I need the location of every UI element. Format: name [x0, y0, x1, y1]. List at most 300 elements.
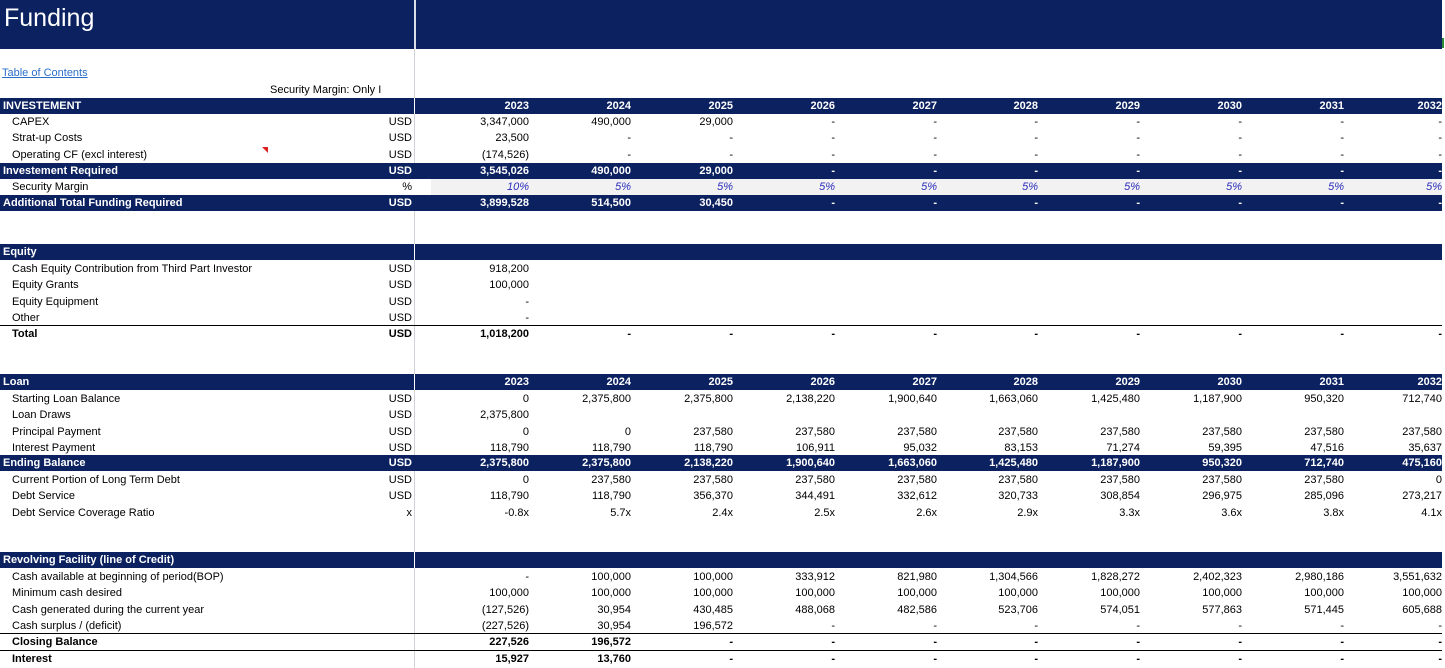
cell-2030[interactable]: 2,402,323 — [1193, 571, 1242, 583]
row-label[interactable]: Minimum cash desired — [12, 587, 123, 600]
row-unit[interactable]: USD — [388, 132, 412, 145]
year-header-2027: 2027 — [912, 376, 937, 388]
cell-2025[interactable]: 2.4x — [712, 506, 733, 519]
row-unit[interactable]: % — [386, 179, 412, 195]
cell-2030[interactable]: 59,395 — [1208, 441, 1242, 454]
cell-2024[interactable]: 490,000 — [591, 165, 631, 177]
row-label[interactable]: Equity Equipment — [12, 295, 99, 308]
cell-2027[interactable]: - — [933, 132, 937, 145]
cell-2028[interactable]: 100,000 — [998, 587, 1038, 600]
row-label[interactable]: Interest — [12, 653, 52, 665]
cell-2028[interactable]: - — [1034, 116, 1038, 128]
cell-2023[interactable]: 3,347,000 — [480, 116, 529, 128]
row-unit[interactable]: USD — [388, 490, 412, 503]
cell-2027[interactable]: - — [933, 148, 937, 161]
year-header-2032: 2032 — [1417, 100, 1442, 112]
cell-2032[interactable]: - — [1438, 636, 1442, 648]
cell-2027[interactable]: 237,580 — [897, 425, 937, 438]
cell-2025[interactable]: 29,000 — [699, 116, 733, 128]
title-bar — [0, 0, 1442, 49]
cell-2023[interactable]: - — [525, 571, 529, 583]
row-unit[interactable]: x — [406, 506, 412, 519]
cell-2028[interactable]: - — [1034, 148, 1038, 161]
cell-2025[interactable]: 237,580 — [693, 425, 733, 438]
cell-2026[interactable]: - — [831, 116, 835, 128]
year-header-2028: 2028 — [1013, 376, 1038, 388]
cell-2025[interactable]: 430,485 — [693, 603, 733, 616]
cell-2031[interactable]: - — [1340, 636, 1344, 648]
cell-2025[interactable]: 29,000 — [699, 165, 733, 177]
cell-2023[interactable]: 23,500 — [495, 132, 529, 145]
row-label[interactable]: Cash generated during the current year — [12, 603, 205, 616]
revolver-row — [0, 569, 1442, 585]
cell-2024[interactable]: - — [627, 328, 631, 340]
row-label[interactable]: Equity — [3, 246, 37, 258]
row-unit[interactable]: USD — [388, 148, 412, 161]
cell-2023[interactable]: - — [525, 295, 529, 308]
cell-2026[interactable]: - — [831, 132, 835, 145]
security-margin-row — [0, 179, 1442, 195]
row-unit[interactable]: USD — [388, 441, 412, 454]
cell-2031[interactable]: - — [1340, 148, 1344, 161]
cell-2025[interactable]: - — [729, 328, 733, 340]
cell-2025[interactable]: 196,572 — [693, 619, 733, 632]
cell-2028[interactable]: - — [1034, 165, 1038, 177]
cell-2026[interactable]: - — [831, 197, 835, 209]
cell-2027[interactable]: 237,580 — [897, 474, 937, 486]
cell-2032[interactable]: 5% — [1426, 181, 1442, 193]
row-unit[interactable]: USD — [388, 311, 412, 324]
year-header-2031: 2031 — [1319, 100, 1344, 112]
cell-2028[interactable]: - — [1034, 653, 1038, 665]
cell-2031[interactable]: - — [1340, 197, 1344, 209]
cell-2025[interactable]: 100,000 — [693, 571, 733, 583]
total-funding-row — [0, 195, 1442, 211]
cell-2029[interactable]: 574,051 — [1100, 603, 1140, 616]
row-unit[interactable]: USD — [388, 328, 412, 340]
cell-2029[interactable]: 100,000 — [1100, 587, 1140, 600]
cell-2023[interactable]: 118,790 — [490, 490, 529, 503]
investment-row — [0, 130, 1442, 146]
cell-2023[interactable]: 100,000 — [489, 279, 529, 292]
cell-2032[interactable]: 100,000 — [1402, 587, 1442, 600]
cell-2023[interactable]: 2,375,800 — [480, 457, 529, 469]
equity-row — [0, 310, 1442, 326]
row-label[interactable]: Cash Equity Contribution from Third Part Investor — [12, 263, 253, 275]
loan-header — [0, 374, 1442, 390]
cell-2032[interactable]: - — [1438, 653, 1442, 665]
year-header-2029: 2029 — [1115, 100, 1140, 112]
header-divider — [414, 98, 415, 114]
cell-2027[interactable]: - — [933, 653, 937, 665]
cell-2028[interactable]: 83,153 — [1004, 441, 1038, 454]
cell-2027[interactable]: - — [933, 197, 937, 209]
cell-2032[interactable]: - — [1438, 148, 1442, 161]
cell-2032[interactable]: - — [1438, 116, 1442, 128]
cell-2029[interactable]: 237,580 — [1100, 474, 1140, 486]
cell-2031[interactable]: 712,740 — [1304, 457, 1344, 469]
cell-2030[interactable]: 5% — [1226, 181, 1242, 193]
cell-2028[interactable]: - — [1034, 636, 1038, 648]
investment-row — [0, 114, 1442, 130]
loan-after-row — [0, 505, 1442, 521]
equity-row — [0, 277, 1442, 293]
cell-2032[interactable]: 0 — [1435, 474, 1442, 486]
cell-2026[interactable]: - — [831, 636, 835, 648]
row-label[interactable]: INVESTEMENT — [3, 100, 82, 112]
row-label[interactable]: Starting Loan Balance — [12, 393, 121, 405]
cell-2027[interactable]: 482,586 — [897, 603, 937, 616]
year-header-2030: 2030 — [1217, 100, 1242, 112]
cell-2024[interactable]: 196,572 — [591, 636, 631, 648]
row-unit[interactable]: USD — [388, 457, 412, 469]
cell-2028[interactable]: 1,663,060 — [989, 393, 1038, 405]
year-header-2026: 2026 — [810, 376, 835, 388]
row-label[interactable]: Loan — [3, 376, 30, 388]
cell-2032[interactable]: - — [1438, 197, 1442, 209]
cell-2030[interactable]: 100,000 — [1202, 587, 1242, 600]
cell-2029[interactable]: 308,854 — [1100, 490, 1140, 503]
cell-2031[interactable]: - — [1340, 132, 1344, 145]
cell-2024[interactable]: - — [627, 148, 631, 161]
cell-2026[interactable]: - — [831, 653, 835, 665]
cell-2027[interactable]: - — [933, 636, 937, 648]
cell-2027[interactable]: 1,663,060 — [888, 457, 937, 469]
row-unit[interactable]: USD — [388, 279, 412, 292]
cell-2027[interactable]: - — [933, 328, 937, 340]
cell-2029[interactable]: - — [1136, 619, 1140, 632]
header-divider — [414, 244, 415, 260]
cell-2027[interactable]: 1,900,640 — [888, 393, 937, 405]
cell-2023[interactable]: 227,526 — [489, 636, 529, 648]
cell-2030[interactable]: 3.6x — [1221, 506, 1242, 519]
cell-2023[interactable]: 0 — [522, 393, 529, 405]
cell-2031[interactable]: 950,320 — [1304, 393, 1344, 405]
row-label[interactable]: Cash available at beginning of period(BOP) — [12, 571, 224, 583]
row-label[interactable]: Additional Total Funding Required — [3, 197, 183, 209]
cell-2027[interactable]: 95,032 — [903, 441, 937, 454]
cell-2030[interactable]: 237,580 — [1202, 425, 1242, 438]
cell-2023[interactable]: 100,000 — [489, 587, 529, 600]
cell-2032[interactable]: - — [1438, 328, 1442, 340]
row-unit[interactable]: USD — [388, 393, 412, 405]
cell-2026[interactable]: 344,491 — [795, 490, 835, 503]
cell-2026[interactable]: 1,900,640 — [786, 457, 835, 469]
cell-2030[interactable]: - — [1238, 116, 1242, 128]
row-label[interactable]: Debt Service — [12, 490, 75, 503]
row-label[interactable]: CAPEX — [12, 116, 50, 128]
cell-2031[interactable]: - — [1340, 328, 1344, 340]
cell-2030[interactable]: - — [1238, 165, 1242, 177]
cell-2023[interactable]: (174,526) — [481, 148, 529, 161]
cell-2024[interactable]: - — [627, 132, 631, 145]
cell-2024[interactable]: 30,954 — [597, 603, 631, 616]
cell-2023[interactable]: -0.8x — [504, 506, 529, 519]
cell-2024[interactable]: 2,375,800 — [582, 457, 631, 469]
cell-2024[interactable]: 2,375,800 — [582, 393, 631, 405]
cell-2023[interactable]: 0 — [522, 425, 529, 438]
cell-2028[interactable]: 320,733 — [998, 490, 1038, 503]
row-unit[interactable]: USD — [388, 425, 412, 438]
cell-2025[interactable]: 2,375,800 — [684, 393, 733, 405]
row-label[interactable]: Equity Grants — [12, 279, 79, 292]
cell-2029[interactable]: 5% — [1124, 181, 1140, 193]
cell-2026[interactable]: - — [831, 328, 835, 340]
cell-2031[interactable]: - — [1340, 165, 1344, 177]
cell-2025[interactable]: 2,138,220 — [684, 457, 733, 469]
cell-2026[interactable]: - — [831, 165, 835, 177]
cell-2027[interactable]: 5% — [921, 181, 937, 193]
cell-2030[interactable]: 237,580 — [1202, 474, 1242, 486]
cell-2029[interactable]: - — [1136, 197, 1140, 209]
cell-2023[interactable]: 118,790 — [490, 441, 529, 454]
cell-2025[interactable]: 356,370 — [693, 490, 733, 503]
investment-header — [0, 98, 1442, 114]
cell-2030[interactable]: - — [1238, 619, 1242, 632]
cell-2023[interactable]: 2,375,800 — [480, 409, 529, 422]
cell-2024[interactable]: 5.7x — [610, 506, 631, 519]
cell-2024[interactable]: 237,580 — [591, 474, 631, 486]
year-header-2028: 2028 — [1013, 100, 1038, 112]
header-divider — [414, 374, 415, 390]
cell-2023[interactable]: 10% — [506, 181, 529, 193]
cell-2032[interactable]: 273,217 — [1402, 490, 1442, 503]
cell-2025[interactable]: 100,000 — [693, 587, 733, 600]
cell-2030[interactable]: - — [1238, 653, 1242, 665]
year-header-2025: 2025 — [708, 100, 733, 112]
cell-2031[interactable]: 285,096 — [1304, 490, 1344, 503]
cell-2024[interactable]: 5% — [615, 181, 631, 193]
row-label[interactable]: Debt Service Coverage Ratio — [12, 506, 155, 519]
cell-2025[interactable]: 237,580 — [693, 474, 733, 486]
cell-2030[interactable]: - — [1238, 328, 1242, 340]
cell-2023[interactable]: (127,526) — [481, 603, 529, 616]
row-label[interactable]: Loan Draws — [12, 409, 71, 422]
cell-2030[interactable]: 577,863 — [1202, 603, 1242, 616]
cell-2028[interactable]: 523,706 — [998, 603, 1038, 616]
cell-2025[interactable]: 118,790 — [694, 441, 733, 454]
ending-balance-row — [0, 455, 1442, 471]
cell-2029[interactable]: 1,187,900 — [1091, 457, 1140, 469]
cell-2023[interactable]: 15,927 — [495, 653, 529, 665]
cell-2024[interactable]: 100,000 — [591, 571, 631, 583]
cell-2031[interactable]: 5% — [1328, 181, 1344, 193]
cell-2029[interactable]: - — [1136, 132, 1140, 145]
cell-2029[interactable]: 3.3x — [1119, 506, 1140, 519]
row-label[interactable]: Principal Payment — [12, 425, 101, 438]
cell-2032[interactable]: 4.1x — [1421, 506, 1442, 519]
cell-2028[interactable]: 237,580 — [998, 474, 1038, 486]
loan-row — [0, 424, 1442, 440]
cell-2031[interactable]: 2,980,186 — [1295, 571, 1344, 583]
cell-2030[interactable]: - — [1238, 132, 1242, 145]
cell-2028[interactable]: 5% — [1022, 181, 1038, 193]
cell-2026[interactable]: 237,580 — [795, 425, 835, 438]
cell-2025[interactable]: - — [729, 653, 733, 665]
security-margin-note: Security Margin: Only I — [270, 84, 382, 96]
closing-balance-row — [0, 634, 1442, 650]
cell-2028[interactable]: 2.9x — [1017, 506, 1038, 519]
cell-2031[interactable]: 100,000 — [1304, 587, 1344, 600]
cell-2030[interactable]: - — [1238, 148, 1242, 161]
year-header-2024: 2024 — [606, 376, 631, 388]
cell-2029[interactable]: - — [1136, 328, 1140, 340]
equity-total-row — [0, 326, 1442, 342]
cell-2025[interactable]: - — [729, 148, 733, 161]
revolver-header — [0, 552, 1442, 568]
cell-2032[interactable]: 35,637 — [1408, 441, 1442, 454]
cell-2024[interactable]: 0 — [624, 425, 631, 438]
cell-2032[interactable]: 712,740 — [1402, 393, 1442, 405]
cell-2029[interactable]: 1,425,480 — [1091, 393, 1140, 405]
year-header-2023: 2023 — [504, 376, 529, 388]
revolver-row — [0, 602, 1442, 618]
cell-2023[interactable]: (227,526) — [481, 619, 529, 632]
revolver-interest-row — [0, 651, 1442, 667]
cell-2029[interactable]: - — [1136, 636, 1140, 648]
row-unit[interactable]: USD — [388, 409, 412, 422]
cell-2031[interactable]: 571,445 — [1304, 603, 1344, 616]
loan-row — [0, 407, 1442, 423]
row-label[interactable]: Total — [12, 328, 38, 340]
cell-2026[interactable]: 106,911 — [796, 441, 835, 454]
investment-required-row — [0, 163, 1442, 179]
cell-2028[interactable]: 1,304,566 — [989, 571, 1038, 583]
row-label[interactable]: Other — [12, 311, 40, 324]
title-separator — [414, 0, 416, 49]
year-header-2027: 2027 — [912, 100, 937, 112]
cell-2029[interactable]: - — [1136, 165, 1140, 177]
cell-2024[interactable]: 118,790 — [592, 441, 631, 454]
cell-2031[interactable]: 237,580 — [1304, 474, 1344, 486]
row-label[interactable]: Ending Balance — [3, 457, 86, 469]
cell-2023[interactable]: - — [525, 311, 529, 324]
cell-2029[interactable]: 1,828,272 — [1091, 571, 1140, 583]
cell-2028[interactable]: - — [1034, 197, 1038, 209]
cell-2032[interactable]: - — [1438, 619, 1442, 632]
cell-2031[interactable]: - — [1340, 653, 1344, 665]
cell-2032[interactable]: 605,688 — [1402, 603, 1442, 616]
year-header-2030: 2030 — [1217, 376, 1242, 388]
cell-2025[interactable]: 5% — [717, 181, 733, 193]
cell-2027[interactable]: - — [933, 116, 937, 128]
cell-2029[interactable]: - — [1136, 116, 1140, 128]
cell-2023[interactable]: 918,200 — [489, 263, 529, 275]
cell-2025[interactable]: - — [729, 132, 733, 145]
cell-2032[interactable]: - — [1438, 165, 1442, 177]
cell-2029[interactable]: 71,274 — [1106, 441, 1140, 454]
cell-2027[interactable]: 2.6x — [916, 506, 937, 519]
row-unit[interactable]: USD — [388, 197, 412, 209]
cell-2026[interactable]: - — [831, 148, 835, 161]
cell-2025[interactable]: - — [729, 636, 733, 648]
cell-2026[interactable]: 333,912 — [795, 571, 835, 583]
cell-2032[interactable]: 3,551,632 — [1393, 571, 1442, 583]
cell-2026[interactable]: 488,068 — [795, 603, 835, 616]
row-unit[interactable]: USD — [388, 295, 412, 308]
cell-2023[interactable]: 1,018,200 — [480, 328, 529, 340]
cell-2024[interactable]: 100,000 — [591, 587, 631, 600]
cell-2023[interactable]: 0 — [522, 474, 529, 486]
row-unit[interactable]: USD — [388, 165, 412, 177]
revolver-row — [0, 618, 1442, 634]
cell-2028[interactable]: 237,580 — [998, 425, 1038, 438]
cell-2023[interactable]: 3,545,026 — [480, 165, 529, 177]
cell-2032[interactable]: 475,160 — [1402, 457, 1442, 469]
cell-2024[interactable]: 13,760 — [597, 653, 631, 665]
cell-2030[interactable]: - — [1238, 197, 1242, 209]
cell-2031[interactable]: 47,516 — [1310, 441, 1344, 454]
cell-2031[interactable]: - — [1340, 116, 1344, 128]
cell-2030[interactable]: 296,975 — [1202, 490, 1242, 503]
cell-2027[interactable]: 100,000 — [897, 587, 937, 600]
cell-2024[interactable]: 514,500 — [591, 197, 631, 209]
cell-2031[interactable]: 237,580 — [1304, 425, 1344, 438]
cell-2029[interactable]: 237,580 — [1100, 425, 1140, 438]
cell-2026[interactable]: 2.5x — [814, 506, 835, 519]
cell-2023[interactable]: 3,899,528 — [480, 197, 529, 209]
equity-header — [0, 244, 1442, 260]
cell-2027[interactable]: 332,612 — [897, 490, 937, 503]
cell-2028[interactable]: - — [1034, 132, 1038, 145]
table-of-contents-link[interactable]: Table of Contents — [2, 67, 88, 79]
header-divider — [414, 552, 415, 568]
cell-2026[interactable]: - — [831, 619, 835, 632]
cell-2026[interactable]: 100,000 — [795, 587, 835, 600]
row-label[interactable]: Operating CF (excl interest) — [12, 148, 148, 161]
cell-2030[interactable]: 1,187,900 — [1193, 393, 1242, 405]
cell-2028[interactable]: 1,425,480 — [989, 457, 1038, 469]
cell-2030[interactable]: 950,320 — [1202, 457, 1242, 469]
cell-2024[interactable]: 490,000 — [591, 116, 631, 128]
row-label[interactable]: Cash surplus / (deficit) — [12, 619, 122, 632]
cell-2032[interactable]: 237,580 — [1402, 425, 1442, 438]
year-header-2023: 2023 — [504, 100, 529, 112]
equity-row — [0, 294, 1442, 310]
cell-2031[interactable]: 3.8x — [1323, 506, 1344, 519]
loan-row — [0, 440, 1442, 456]
cell-2027[interactable]: 821,980 — [897, 571, 937, 583]
row-label[interactable]: Strat-up Costs — [12, 132, 83, 145]
cell-2031[interactable]: - — [1340, 619, 1344, 632]
row-unit[interactable]: USD — [388, 474, 412, 486]
year-header-2024: 2024 — [606, 100, 631, 112]
row-unit[interactable]: USD — [388, 116, 412, 128]
cell-2026[interactable]: 5% — [819, 181, 835, 193]
row-label[interactable]: Revolving Facility (line of Credit) — [3, 554, 175, 566]
row-label[interactable]: Investement Required — [3, 165, 118, 177]
cell-2026[interactable]: 2,138,220 — [786, 393, 835, 405]
cell-2027[interactable]: - — [933, 619, 937, 632]
cell-2027[interactable]: - — [933, 165, 937, 177]
cell-2032[interactable]: - — [1438, 132, 1442, 145]
cell-2025[interactable]: 30,450 — [699, 197, 733, 209]
row-unit[interactable]: USD — [388, 263, 412, 275]
cell-2029[interactable]: - — [1136, 653, 1140, 665]
row-label[interactable]: Security Margin — [12, 181, 89, 193]
row-label[interactable]: Interest Payment — [12, 441, 96, 454]
cell-2028[interactable]: - — [1034, 619, 1038, 632]
row-label[interactable]: Closing Balance — [12, 636, 98, 648]
row-label[interactable]: Current Portion of Long Term Debt — [12, 474, 180, 486]
cell-2024[interactable]: 30,954 — [597, 619, 631, 632]
cell-2029[interactable]: - — [1136, 148, 1140, 161]
cell-2024[interactable]: 118,790 — [592, 490, 631, 503]
cell-2026[interactable]: 237,580 — [795, 474, 835, 486]
cell-2028[interactable]: - — [1034, 328, 1038, 340]
year-header-2025: 2025 — [708, 376, 733, 388]
cell-2030[interactable]: - — [1238, 636, 1242, 648]
